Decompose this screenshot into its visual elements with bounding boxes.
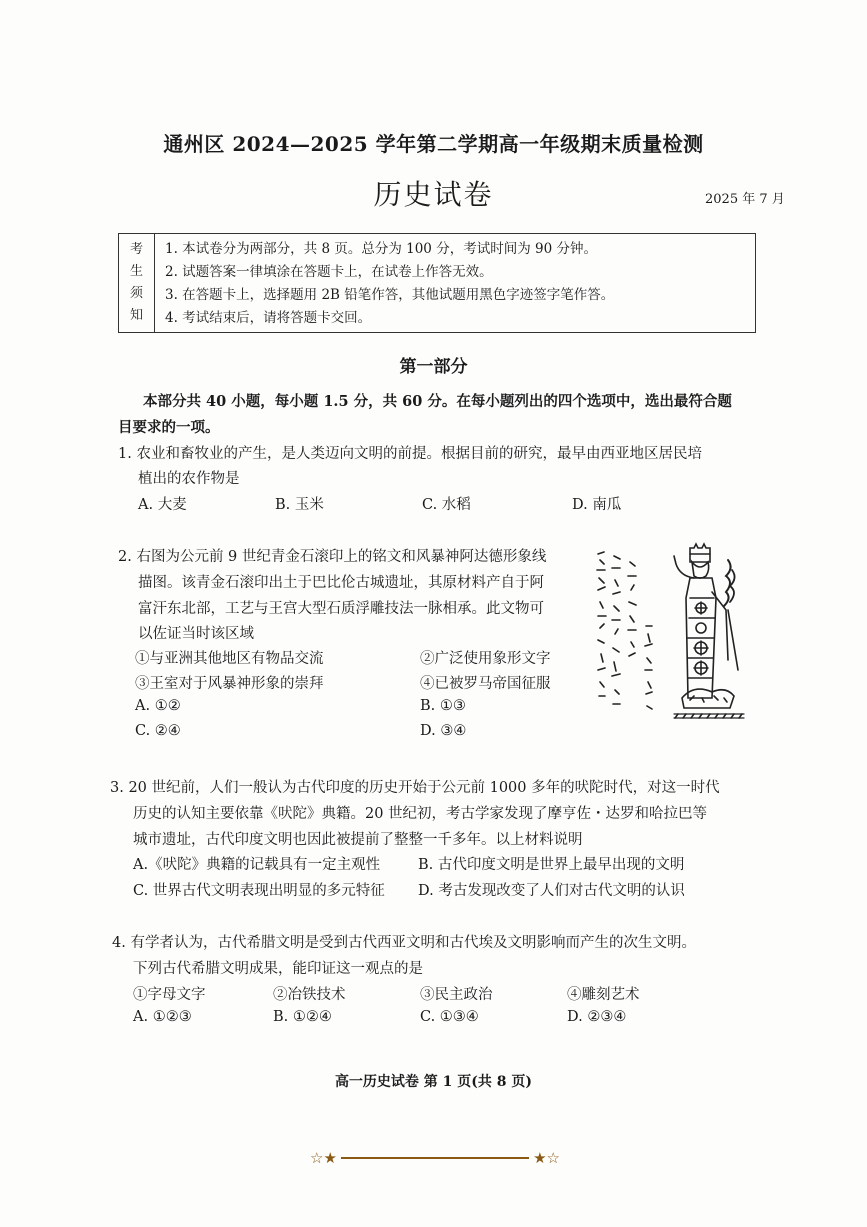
notice-label-char: 知 (129, 308, 143, 323)
q2-option-c: C. ②④ (135, 723, 181, 739)
exam-date: 2025 年 7 月 (705, 192, 785, 207)
q3-option-a: A.《吠陀》典籍的记载具有一定主观性 (133, 857, 381, 873)
q2-item-1: ①与亚洲其他地区有物品交流 (135, 651, 324, 667)
q3-option-d: D. 考古发现改变了人们对古代文明的认识 (418, 883, 685, 899)
section-heading: 第一部分 (399, 357, 468, 377)
q1-option-a: A. 大麦 (138, 497, 187, 513)
q2-item-3: ③王室对于风暴神形象的崇拜 (135, 676, 324, 692)
q3-stem-line1: 3. 20 世纪前，人们一般认为古代印度的历史开始于公元前 1000 多年的吠陀时代，对这一时代 (110, 780, 720, 796)
q4-stem-line2: 下列古代希腊文明成果，能印证这一观点的是 (133, 961, 423, 977)
exam-title: 通州区 2024—2025 学年第二学期高一年级期末质量检测 (163, 132, 704, 156)
notice-label-char: 生 (129, 264, 143, 279)
star-icon: ★ (323, 1149, 337, 1167)
q4-option-d: D. ②③④ (567, 1009, 627, 1025)
q1-option-d: D. 南瓜 (572, 497, 622, 513)
notice-item: 4. 考试结束后，请将答题卡交回。 (165, 310, 372, 326)
q1-option-b: B. 玉米 (275, 497, 324, 513)
star-icon: ☆ (310, 1149, 324, 1167)
storm-god-adad-seal-drawing (590, 542, 758, 722)
q2-option-a: A. ①② (135, 698, 181, 714)
q2-stem-line4: 以佐证当时该区域 (138, 626, 254, 642)
notice-item: 1. 本试卷分为两部分，共 8 页。总分为 100 分，考试时间为 90 分钟。 (165, 241, 597, 257)
seal-drawing-svg (590, 542, 758, 722)
q1-stem-line1: 1. 农业和畜牧业的产生，是人类迈向文明的前提。根据目前的研究，最早由西亚地区居民培 (118, 446, 702, 462)
q2-option-d: D. ③④ (420, 723, 467, 739)
q3-stem-line3: 城市遗址，古代印度文明也因此被提前了整整一千多年。以上材料说明 (133, 832, 583, 848)
notice-label-char: 考 (129, 242, 143, 257)
q2-item-4: ④已被罗马帝国征服 (420, 676, 551, 692)
notice-item: 2. 试题答案一律填涂在答题卡上，在试卷上作答无效。 (165, 264, 493, 280)
q4-item-3: ③民主政治 (420, 987, 493, 1003)
q4-option-a: A. ①②③ (133, 1009, 192, 1025)
q3-option-c: C. 世界古代文明表现出明显的多元特征 (133, 883, 385, 899)
page-footer: 高一历史试卷 第 1 页(共 8 页) (334, 1074, 533, 1090)
q2-option-b: B. ①③ (420, 698, 466, 714)
q4-item-1: ①字母文字 (133, 987, 206, 1003)
q1-stem-line2: 植出的农作物是 (138, 471, 240, 487)
q3-stem-line2: 历史的认知主要依靠《吠陀》典籍。20 世纪初，考古学家发现了摩亨佐・达罗和哈拉巴等 (133, 806, 708, 822)
q4-item-4: ④雕刻艺术 (567, 987, 640, 1003)
candidate-notice-box (118, 233, 756, 333)
decorative-star-divider (310, 1148, 560, 1168)
notice-label-char: 须 (129, 286, 143, 301)
q3-option-b: B. 古代印度文明是世界上最早出现的文明 (418, 857, 685, 873)
q2-item-2: ②广泛使用象形文字 (420, 651, 551, 667)
q2-stem-line1: 2. 右图为公元前 9 世纪青金石滚印上的铭文和风暴神阿达德形象线 (118, 549, 547, 565)
notice-items (165, 238, 614, 330)
star-icon: ☆ (546, 1149, 560, 1167)
q4-option-b: B. ①②④ (273, 1009, 332, 1025)
exam-subtitle: 历史试卷 (373, 178, 494, 211)
q2-stem-line3: 富汗东北部，工艺与王宫大型石质浮雕技法一脉相承。此文物可 (138, 601, 544, 617)
q1-option-c: C. 水稻 (422, 497, 471, 513)
q4-item-2: ②冶铁技术 (273, 987, 346, 1003)
star-icon: ★ (533, 1149, 547, 1167)
q2-stem-line2: 描图。该青金石滚印出土于巴比伦古城遗址，其原材料产自于阿 (138, 575, 544, 591)
divider-line (341, 1157, 529, 1159)
q4-option-c: C. ①③④ (420, 1009, 479, 1025)
notice-item: 3. 在答题卡上，选择题用 2B 铅笔作答，其他试题用黑色字迹签字笔作答。 (165, 287, 615, 303)
section-intro-line2: 目要求的一项。 (118, 419, 220, 436)
q4-stem-line1: 4. 有学者认为，古代希腊文明是受到古代西亚文明和古代埃及文明影响而产生的次生文明。 (112, 935, 696, 951)
notice-label (119, 234, 155, 332)
section-intro-line1: 本部分共 40 小题，每小题 1.5 分，共 60 分。在每小题列出的四个选项中，选出最符合题 (143, 393, 732, 410)
